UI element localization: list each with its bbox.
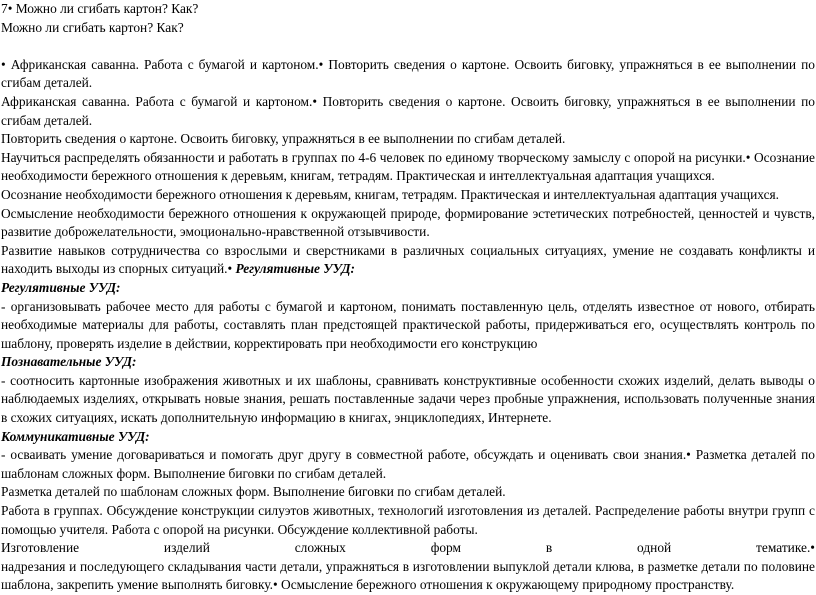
word: Изготовление [1,540,80,556]
question-line: 7• Можно ли сгибать картон? Как? [1,1,199,16]
paragraph-topic: • Африканская саванна. Работа с бумагой и картоном.• Повторить сведения о картоне. Освоить биговку, упражняться в ее выполнении по сгибам деталей. [1,56,815,91]
cooperation-text: Развитие навыков сотрудничества со взрослыми и сверстниками в различных социальных ситуациях, умение не создавать конфликты и находить выходы из спорных ситуаций.• [1,242,815,277]
paragraph-reflection: Осмысление необходимости бережного отношения к окружающей природе, формирование эстетических потребностей, ценностей и чувств, развитие доброжелательности, эмоционально-нравственной отзывчивости. [1,205,815,240]
question-line-repeat: Можно ли сгибать картон? Как? [1,19,184,35]
word: в [545,540,553,556]
inline-regulative-heading: Регулятивные УУД: [235,261,356,277]
word: одной [637,540,672,556]
paragraph-goal: Повторить сведения о картоне. Освоить биговку, упражняться в ее выполнении по сгибам деталей. [1,131,566,147]
paragraph-awareness: Осознание необходимости бережного отношения к деревьям, книгам, тетрадям. Практическая и интеллектуальная адаптация учащихся. [1,186,780,202]
word: изделий [163,540,210,556]
heading-regulative: Регулятивные УУД: [1,279,121,295]
word: тематике.• [756,540,815,556]
paragraph-regulative: - организовывать рабочее место для работы с бумагой и картоном, понимать поставленную цель, отделять известное от нового, отбирать необходимые материалы для работы, составлять план предстоящей практической работы, придерживаться его, осуществлять контроль по шаблону, проверять изделие в действии, корректировать при необходимости его конструкцию [1,298,815,351]
paragraph-making-rest: надрезания и последующего складывания части детали, упражняться в изготовлении выпуклой детали клюва, в разметке детали по половине шаблона, закрепить умение выполнять биговку.• Осмысление бережного отношения к окружающему природному пространству. [1,558,815,593]
paragraph-making-first-line [1,539,815,558]
blank-line [1,37,815,56]
paragraph-cognitive: - соотносить картонные изображения животных и их шаблоны, сравнивать конструктивные особенности схожих изделий, делать выводы о наблюдаемых изделиях, открывать новые знания, решать поставленные задачи через пробные упражнения, использовать полученные знания в схожих ситуациях, искать дополнительную информацию в книгах, энциклопедиях, Интернете. [1,372,815,426]
paragraph-cooperation [1,242,815,279]
paragraph-communicative: - осваивать умение договариваться и помогать друг другу в совместной работе, обсуждать и оценивать свои знания.• Разметка деталей по шаблонам сложных форм. Выполнение биговки по сгибам деталей. [1,447,815,481]
paragraph-marking: Разметка деталей по шаблонам сложных форм. Выполнение биговки по сгибам деталей. [1,484,506,500]
heading-communicative: Коммуникативные УУД: [1,428,150,444]
paragraph-topic-repeat: Африканская саванна. Работа с бумагой и картоном.• Повторить сведения о картоне. Освоить биговку, упражняться в ее выполнении по сгибам деталей. [1,93,815,128]
paragraph-group-work: Научиться распределять обязанности и работать в группах по 4-6 человек по единому творческому замыслу с опорой на рисунки.• Осознание необходимости бережного отношения к деревьям, книгам, тетрадям. Практическая и интеллектуальная адаптация учащихся. [1,149,815,184]
heading-cognitive: Познавательные УУД: [1,354,137,370]
paragraph-group-discussion: Работа в группах. Обсуждение конструкции силуэтов животных, технологий изготовления из деталей. Распределение работы внутри групп с помощью учителя. Работа с опорой на рисунки. Обсуждение коллективной работы. [1,503,815,537]
word: форм [430,540,462,556]
word: сложных [294,540,346,556]
